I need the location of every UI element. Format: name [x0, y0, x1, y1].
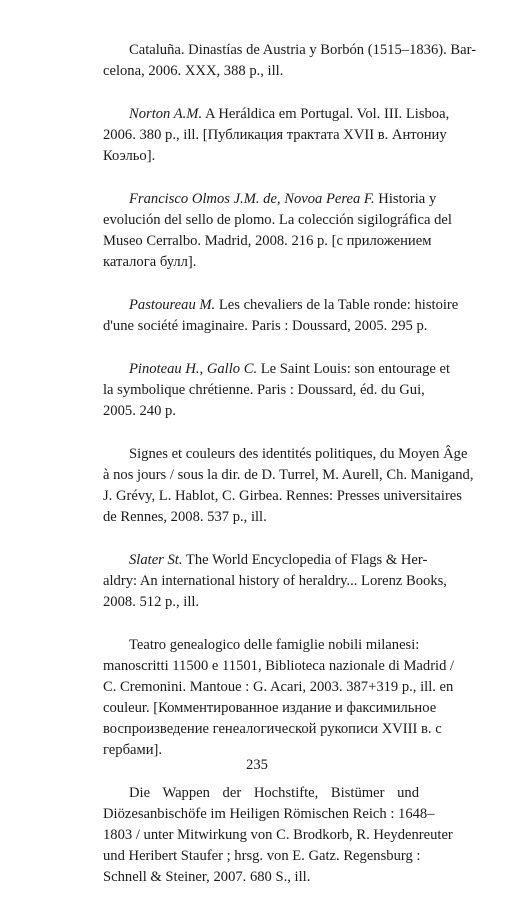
entry-line	[103, 507, 419, 528]
bibliography-entry	[103, 189, 452, 273]
bibliography-entry	[103, 104, 450, 167]
entry-line	[103, 444, 468, 465]
entry-text: J. Grévy, L. Hablot, C. Girbea. Rennes: Presses universitaires	[103, 488, 462, 504]
entry-line	[103, 146, 419, 167]
entry-text: C. Cremonini. Mantoue : G. Acari, 2003. 387+319 p., ill. en	[103, 679, 454, 695]
entry-line	[103, 635, 419, 656]
entry-text: воспроизведение генеалогической рукописи XVIII в. с	[103, 721, 442, 737]
entry-line	[103, 104, 450, 125]
entry-line	[103, 380, 425, 401]
entry-text: Le Saint Louis: son entourage et	[257, 361, 451, 377]
entry-text: und Heribert Staufer ; hrsg. von E. Gatz. Regensburg :	[103, 848, 421, 864]
bibliography-entry	[103, 783, 453, 888]
entry-line	[103, 677, 454, 698]
page-number: 235	[246, 757, 268, 773]
entry-line	[103, 359, 451, 380]
entry-text: celona, 2006. XXX, 388 p., ill.	[103, 63, 284, 79]
entry-text: Die Wappen der Hochstifte, Bistümer und	[129, 785, 419, 801]
entry-line	[103, 825, 453, 846]
author-name: Pastoureau M.	[129, 297, 216, 313]
author-name: Slater St.	[129, 552, 183, 568]
entry-line	[103, 571, 447, 592]
entry-text: la symbolique chrétienne. Paris : Doussard, éd. du Gui,	[103, 382, 425, 398]
entry-line	[103, 719, 442, 740]
bibliography-list	[103, 40, 477, 910]
entry-text: 2006. 380 p., ill. [Публикация трактата XVII в. Антониу	[103, 127, 447, 143]
entry-text: Historia y	[374, 191, 437, 207]
entry-text: Signes et couleurs des identités politiques, du Moyen Âge	[129, 446, 468, 462]
entry-text: Museo Cerralbo. Madrid, 2008. 216 p. [с приложением	[103, 233, 432, 249]
entry-text: couleur. [Комментированное издание и факсимильное	[103, 700, 437, 716]
bibliography-entry	[103, 40, 477, 82]
entry-text: manoscritti 11500 e 11501, Biblioteca nazionale di Madrid /	[103, 658, 455, 674]
bibliography-entry	[103, 359, 451, 422]
entry-text: A Heráldica em Portugal. Vol. III. Lisboa,	[202, 106, 450, 122]
entry-line	[103, 210, 452, 231]
entry-line	[103, 846, 419, 867]
author-name: Francisco Olmos J.M. de, Novoa Perea F.	[129, 191, 375, 207]
entry-line	[103, 231, 432, 252]
entry-text: Cataluña. Dinastías de Austria y Borbón (1515–1836). Bar-	[129, 42, 477, 58]
entry-text: aldry: An international history of heraldry... Lorenz Books,	[103, 573, 447, 589]
entry-text: 1803 / unter Mitwirkung von C. Brodkorb, R. Heydenreuter	[103, 827, 453, 843]
entry-line	[103, 465, 474, 486]
entry-line	[103, 189, 437, 210]
entry-text: à nos jours / sous la dir. de D. Turrel, M. Aurell, Ch. Manigand,	[103, 467, 474, 483]
entry-text: гербами].	[103, 742, 163, 758]
entry-text: Diözesanbischöfe im Heiligen Römischen Reich : 1648–	[103, 806, 435, 822]
entry-line	[103, 486, 462, 507]
entry-line	[103, 804, 435, 825]
entry-line	[103, 125, 447, 146]
entry-text: d'une société imaginaire. Paris : Doussard, 2005. 295 p.	[103, 318, 428, 334]
entry-text: 2005. 240 p.	[103, 403, 176, 419]
entry-line	[103, 295, 459, 316]
entry-line	[103, 401, 419, 422]
entry-text: The World Encyclopedia of Flags & Her-	[182, 552, 428, 568]
entry-line	[103, 61, 419, 82]
entry-line	[103, 592, 419, 613]
author-name: Pinoteau H., Gallo C.	[129, 361, 258, 377]
entry-line	[103, 252, 419, 273]
entry-text: Коэльо].	[103, 148, 156, 164]
entry-text: Schnell & Steiner, 2007. 680 S., ill.	[103, 869, 311, 885]
author-name: Norton A.M.	[129, 106, 203, 122]
bibliography-entry	[103, 550, 447, 613]
bibliography-entry	[103, 635, 455, 761]
entry-line	[103, 698, 437, 719]
bibliography-entry	[103, 295, 459, 337]
bibliography-entry	[103, 444, 474, 528]
entry-text: Les chevaliers de la Table ronde: histoire	[215, 297, 459, 313]
entry-line	[103, 783, 419, 804]
entry-text: 2008. 512 p., ill.	[103, 594, 200, 610]
entry-line	[103, 867, 419, 888]
entry-line	[103, 40, 477, 61]
entry-text: evolución del sello de plomo. La colección sigilográfica del	[103, 212, 452, 228]
entry-line	[103, 656, 455, 677]
entry-text: Teatro genealogico delle famiglie nobili milanesi:	[129, 637, 420, 653]
entry-text: de Rennes, 2008. 537 p., ill.	[103, 509, 267, 525]
entry-line	[103, 316, 428, 337]
entry-line	[103, 550, 428, 571]
entry-text: каталога булл].	[103, 254, 197, 270]
